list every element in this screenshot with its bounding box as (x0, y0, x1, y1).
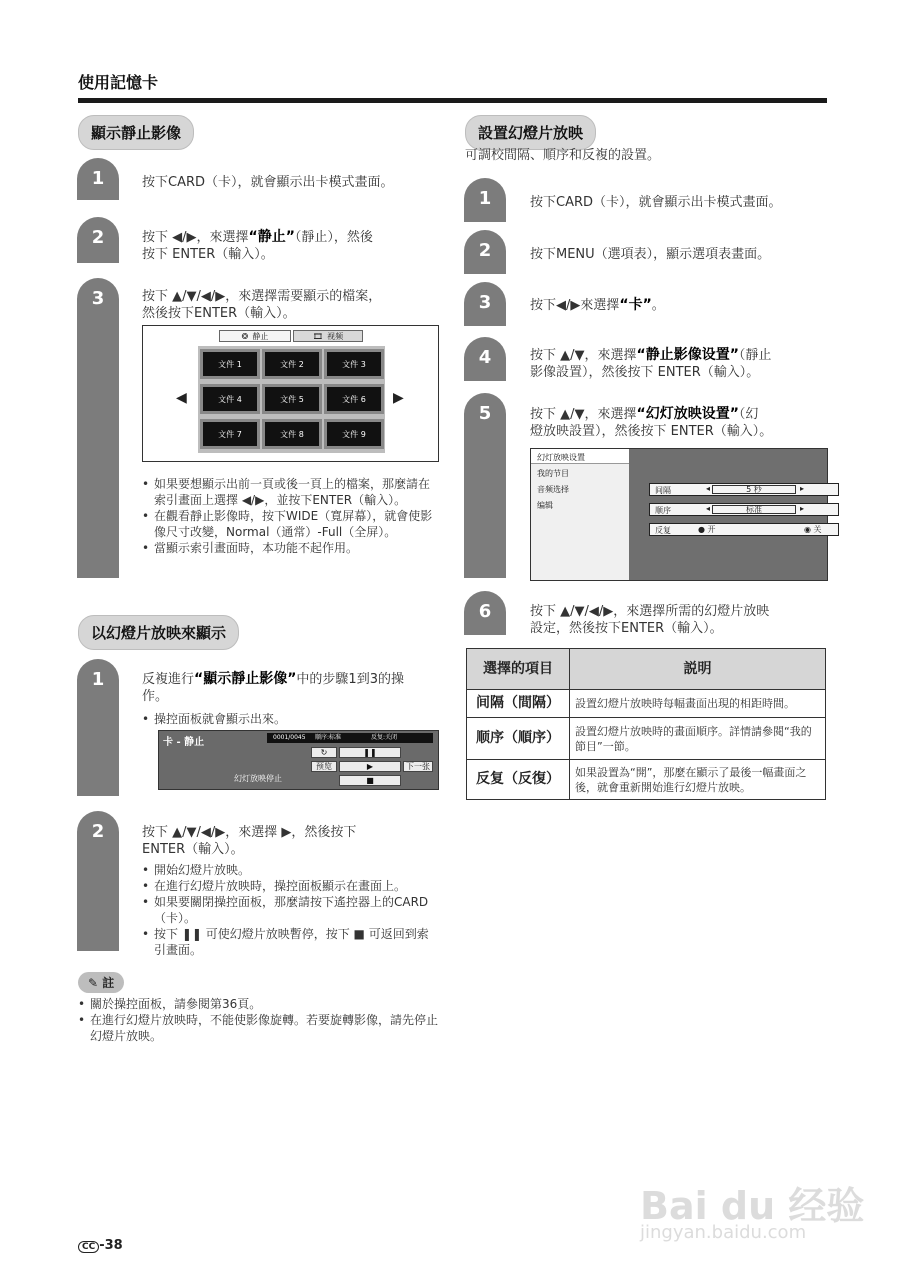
step-text: 按下 ▲/▼，來選擇“幻灯放映设置”（幻 燈放映設置），然後按下 ENTER（輸入）。 (530, 406, 773, 439)
thumb-file[interactable]: 文件 5 (262, 384, 322, 414)
step-text: 按下 ▲/▼/◀/▶，來選擇 ▶，然後按下 ENTER（輸入）。 (142, 825, 357, 857)
tab-video[interactable]: 🎞 视频 (293, 330, 363, 342)
prev-page-arrow-icon[interactable]: ◀ (176, 390, 187, 406)
table-cell-key: 反复（反復） (467, 760, 570, 800)
bullet-item: • 當顯示索引畫面時，本功能不起作用。 (142, 540, 439, 556)
section-subtitle: 可調校間隔、順序和反複的設置。 (465, 148, 661, 163)
thumb-file[interactable]: 文件 7 (200, 419, 260, 449)
left-arrow-icon[interactable]: ◂ (706, 484, 711, 493)
header-rule (78, 98, 827, 103)
bullet-list (142, 862, 439, 958)
step-number: 1 (77, 659, 119, 796)
settings-table (466, 648, 826, 800)
step-text: 按下MENU（選項表），顯示選項表畫面。 (530, 247, 771, 262)
step-text: 按下 ▲/▼/◀/▶，來選擇所需的幻燈片放映 設定，然後按下ENTER（輸入）。 (530, 604, 770, 636)
panel-status-bar: 0001/0045 顺序:标准 反复:关闭 (267, 733, 433, 743)
thumb-file[interactable]: 文件 2 (262, 349, 322, 379)
step-text: 按下CARD（卡），就會顯示出卡模式畫面。 (142, 175, 394, 190)
pause-button[interactable]: ❚❚ (339, 747, 401, 758)
slideshow-status: 幻灯放映停止 (234, 774, 282, 783)
index-screen (142, 325, 439, 462)
thumb-file[interactable]: 文件 9 (324, 419, 384, 449)
next-button[interactable]: 下一张 (403, 761, 433, 772)
bullet-item: • 如果要想顯示出前一頁或後一頁上的檔案，那麼請在索引畫面上選擇 ◀/▶，並按下ENTER（輸入）。 (142, 476, 439, 508)
step-number: 2 (77, 811, 119, 951)
table-row (467, 760, 826, 800)
step-text: 按下 ◀/▶，來選擇“静止”（靜止），然後 按下 ENTER（輸入）。 (142, 229, 373, 262)
bullet-item: • 開始幻燈片放映。 (142, 862, 439, 878)
section-title-setup: 設置幻燈片放映 (465, 115, 596, 150)
step-number: 2 (77, 217, 119, 263)
bullet-item: • 按下 ❚❚ 可使幻燈片放映暫停，按下 ■ 可返回到索引畫面。 (142, 926, 439, 958)
section-title-slideshow: 以幻燈片放映來顯示 (78, 615, 239, 650)
step-number: 1 (77, 158, 119, 200)
step-number: 1 (464, 178, 506, 222)
table-cell-value: 如果設置為“開”，那麼在顯示了最後一幅畫面之後，就會重新開始進行幻燈片放映。 (570, 760, 826, 800)
repeat-row[interactable]: 反复 ● 开 ◉ 关 (649, 523, 839, 536)
left-arrow-icon[interactable]: ◂ (706, 504, 711, 513)
thumb-file[interactable]: 文件 3 (324, 349, 384, 379)
thumb-file[interactable]: 文件 6 (324, 384, 384, 414)
table-row (467, 690, 826, 718)
tab-still[interactable]: ❂ 静止 (219, 330, 291, 342)
menu-item-edit[interactable]: 编辑 (537, 501, 553, 510)
rotate-button[interactable]: ↻ (311, 747, 337, 758)
menu-item-audio-select[interactable]: 音频选择 (537, 485, 569, 494)
step-number: 2 (464, 230, 506, 274)
slideshow-settings-menu (530, 448, 828, 581)
bullet-list (142, 476, 439, 556)
step-text: 按下 ▲/▼/◀/▶，來選擇需要顯示的檔案， 然後按下ENTER（輸入）。 (142, 289, 382, 321)
section-title-show-still: 顯示靜止影像 (78, 115, 194, 150)
right-arrow-icon[interactable]: ▸ (800, 504, 805, 513)
table-header-desc: 説明 (570, 649, 826, 690)
bullet-item: • 在觀看靜止影像時，按下WIDE（寬屏幕），就會使影像尺寸改變，Normal（通常）-Full（全屏）。 (142, 508, 439, 540)
right-arrow-icon[interactable]: ▸ (800, 484, 805, 493)
watermark-url: jingyan.baidu.com (640, 1222, 807, 1243)
cc-badge: CC (78, 1241, 99, 1253)
table-row (467, 718, 826, 760)
play-button[interactable]: ▶ (339, 761, 401, 772)
table-cell-value: 設置幻燈片放映時每幅畫面出現的相距時間。 (570, 690, 826, 718)
bullet-item: • 操控面板就會顯示出來。 (142, 711, 439, 727)
step-text: 按下CARD（卡），就會顯示出卡模式畫面。 (530, 195, 782, 210)
table-cell-key: 间隔（間隔） (467, 690, 570, 718)
menu-item-slideshow-settings[interactable]: 幻灯放映设置 (537, 453, 585, 462)
step-number: 4 (464, 337, 506, 381)
thumb-file[interactable]: 文件 1 (200, 349, 260, 379)
table-cell-value: 設置幻燈片放映時的畫面順序。詳情請參閱“我的節目”一節。 (570, 718, 826, 760)
bullet-item: • 在進行幻燈片放映時，操控面板顯示在畫面上。 (142, 878, 439, 894)
order-row[interactable]: 顺序 ◂ 标准 ▸ (649, 503, 839, 516)
radio-off[interactable]: ◉ 关 (804, 525, 822, 534)
table-header-item: 選擇的項目 (467, 649, 570, 690)
interval-row[interactable]: 间隔 ◂ 5 秒 ▸ (649, 483, 839, 496)
page-number: CC -38 (78, 1238, 123, 1253)
table-cell-key: 顺序（順序） (467, 718, 570, 760)
note-list (78, 996, 440, 1044)
radio-on[interactable]: ● 开 (698, 525, 716, 534)
step-number: 5 (464, 393, 506, 578)
bullet-item: • 如果要關閉操控面板，那麼請按下遙控器上的CARD（卡）。 (142, 894, 439, 926)
page-header: 使用記憶卡 (78, 73, 159, 92)
note-item: • 關於操控面板，請參閱第36頁。 (78, 996, 440, 1012)
menu-item-my-program[interactable]: 我的节目 (537, 469, 569, 478)
panel-title: 卡 - 静止 (163, 737, 205, 748)
step-text: 按下◀/▶來選擇“卡”。 (530, 297, 665, 313)
step-text: 反複進行“顯示靜止影像”中的步驟1到3的操 作。 (142, 671, 404, 704)
note-label: ✎ 註 (78, 972, 124, 993)
step-number: 3 (464, 282, 506, 326)
step-number: 3 (77, 278, 119, 578)
stop-button[interactable]: ■ (339, 775, 401, 786)
control-panel (158, 730, 439, 790)
next-page-arrow-icon[interactable]: ▶ (393, 390, 404, 406)
pencil-icon: ✎ (88, 976, 99, 990)
note-item: • 在進行幻燈片放映時，不能使影像旋轉。若要旋轉影像，請先停止幻燈片放映。 (78, 1012, 440, 1044)
thumb-file[interactable]: 文件 8 (262, 419, 322, 449)
bullet-list (142, 711, 439, 727)
step-number: 6 (464, 591, 506, 635)
prev-button[interactable]: 预览 (311, 761, 337, 772)
step-text: 按下 ▲/▼，來選擇“静止影像设置”（靜止 影像設置），然後按下 ENTER（輸入）。 (530, 347, 772, 380)
watermark-brand: Bai du 经验 (640, 1184, 865, 1228)
thumb-file[interactable]: 文件 4 (200, 384, 260, 414)
